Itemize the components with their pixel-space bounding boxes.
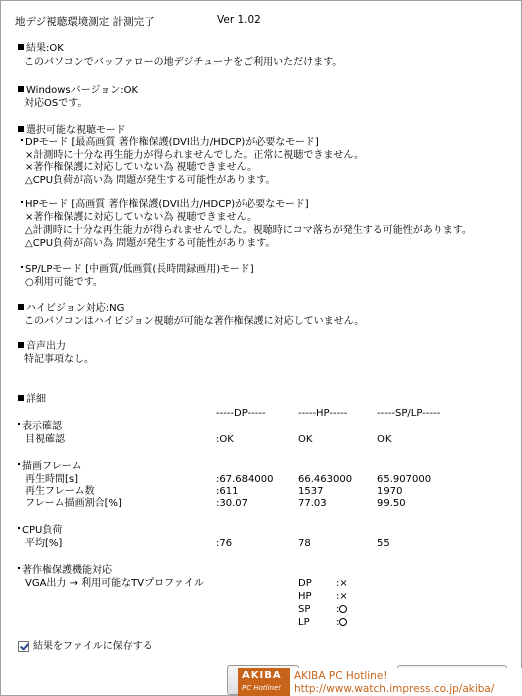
display-check-sp: OK xyxy=(377,434,392,445)
cpu-sp: 55 xyxy=(377,538,390,549)
frame-row-sp: 65.907000 xyxy=(377,474,432,485)
logo-text-bottom: PC Hotline! xyxy=(242,684,282,692)
frame-row-hp: 77.03 xyxy=(298,498,327,509)
display-check-hp: OK xyxy=(298,434,313,445)
akiba-logo xyxy=(238,668,290,696)
report-content xyxy=(1,1,521,695)
audio-text: 特記事項なし。 xyxy=(24,354,94,365)
result-heading: 結果:OK xyxy=(18,43,64,55)
display-check-title: 表示確認 xyxy=(18,421,62,433)
frame-row-hp: 1537 xyxy=(298,486,324,497)
frame-row-dp: :67.684000 xyxy=(216,474,274,485)
cpu-hp: 78 xyxy=(298,538,311,549)
result-text: このパソコンでバッファローの地デジチューナをご利用いただけます。 xyxy=(24,57,343,68)
window-version: Ver 1.02 xyxy=(217,14,261,26)
frame-row-dp: :30.07 xyxy=(216,498,248,509)
col-header-sp: -----SP/LP----- xyxy=(377,408,441,419)
copyright-row-label: VGA出力 → 利用可能なTVプロファイル xyxy=(25,578,204,589)
audio-heading: 音声出力 xyxy=(18,341,66,353)
hp-mode-line: △CPU負荷が高い為 問題が発生する可能性があります。 xyxy=(25,238,276,249)
frame-row-label: 再生時間[s] xyxy=(25,474,79,485)
hivision-heading: ハイビジョン対応:NG xyxy=(18,303,124,315)
frame-row-hp: 66.463000 xyxy=(298,474,353,485)
col-header-dp: -----DP----- xyxy=(216,408,266,419)
profile-name: DP xyxy=(298,578,312,589)
profile-name: LP xyxy=(298,617,310,628)
circle-icon xyxy=(339,605,347,613)
hp-mode-line: ×著作権保護に対応していない為 視聴できません。 xyxy=(25,212,258,223)
dp-mode-line: ×計測時に十分な再生能力が得られませんでした。正常に視聴できません。 xyxy=(25,150,364,161)
frame-row-label: 再生フレーム数 xyxy=(25,486,95,497)
dp-mode-line: △CPU負荷が高い為 問題が発生する可能性があります。 xyxy=(25,175,276,186)
display-check-dp: :OK xyxy=(216,434,234,445)
window-title: 地デジ視聴環境測定 計測完了 xyxy=(15,16,155,28)
profile-value: : xyxy=(336,617,347,629)
watermark-overlay xyxy=(238,668,522,696)
modes-heading: 選択可能な視聴モード xyxy=(18,125,126,137)
frame-title: 描画フレーム xyxy=(18,461,82,473)
circle-icon xyxy=(339,618,347,626)
watermark-site-name: AKIBA PC Hotline! xyxy=(294,670,388,682)
copyright-title: 著作権保護機能対応 xyxy=(18,565,112,577)
frame-row-dp: :611 xyxy=(216,486,239,497)
profile-value: :× xyxy=(336,578,348,589)
profile-value: :× xyxy=(336,591,348,602)
profile-name: SP xyxy=(298,604,311,615)
logo-text-top: AKIBA xyxy=(242,670,282,681)
hp-mode-line: △計測時に十分な再生能力が得られませんでした。視聴時にコマ落ちが発生する可能性があります。 xyxy=(25,225,472,236)
frame-row-label: フレーム描画割合[%] xyxy=(25,498,122,509)
cpu-title: CPU負荷 xyxy=(18,525,62,537)
frame-row-sp: 99.50 xyxy=(377,498,406,509)
hivision-text: このパソコンはハイビジョン視聴が可能な著作権保護に対応していません。 xyxy=(24,316,365,327)
cpu-row-label: 平均[%] xyxy=(25,538,63,549)
save-results-checkbox[interactable] xyxy=(18,641,29,652)
dp-mode-line: ×著作権保護に対応していない為 視聴できません。 xyxy=(25,162,258,173)
sp-mode-title: SP/LPモード [中画質/低画質(長時間録画用)モード] xyxy=(21,264,254,276)
display-check-label: 目視確認 xyxy=(25,434,65,445)
hp-mode-title: HPモード [高画質 著作権保護(DVI出力/HDCP)が必要なモード] xyxy=(21,199,309,211)
profile-name: HP xyxy=(298,591,312,602)
cpu-dp: :76 xyxy=(216,538,233,549)
windows-version-text: 対応OSです。 xyxy=(24,98,88,109)
watermark-url: http://www.watch.impress.co.jp/akiba/ xyxy=(294,683,495,695)
col-header-hp: -----HP----- xyxy=(298,408,348,419)
windows-version-heading: Windowsバージョン:OK xyxy=(18,85,138,97)
details-heading: 詳細 xyxy=(18,394,46,406)
profile-value: : xyxy=(336,604,347,616)
save-results-label[interactable]: 結果をファイルに保存する xyxy=(33,641,153,652)
dp-mode-title: DPモード [最高画質 著作権保護(DVI出力/HDCP)が必要なモード] xyxy=(21,137,319,149)
sp-mode-line: ○利用可能です。 xyxy=(25,277,103,288)
frame-row-sp: 1970 xyxy=(377,486,403,497)
